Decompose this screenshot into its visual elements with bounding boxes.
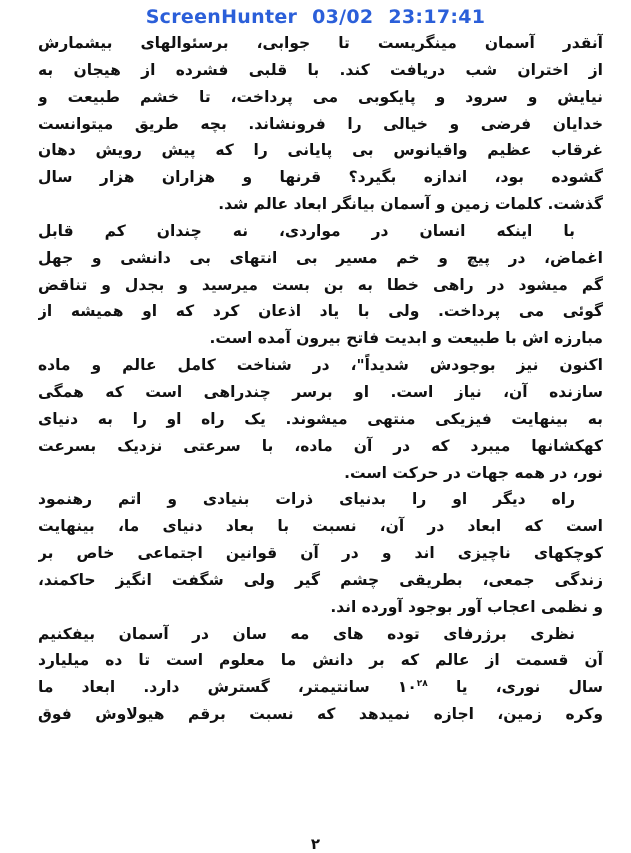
text-line: آن قسمت از عالم که بر دانش ما معلوم است تا ده میلیارد bbox=[38, 651, 603, 670]
text-line: و نظمی اعجاب آور بوجود آورده اند. bbox=[330, 597, 603, 616]
text-line: نور، در همه جهات در حرکت است. bbox=[344, 463, 603, 482]
text-line: کهکشانها میبرد که در آن ماده، با سرعتی نزدیک بسرعت bbox=[38, 436, 603, 455]
text-line: گوئی می پرداخت. ولی با یاد اذعان کرد که او همیشه از bbox=[38, 302, 603, 321]
text-line: است که ابعاد در آن، نسبت با بعاد دنیای ما، بینهایت bbox=[38, 517, 603, 536]
text-line: زندگی جمعی، بطریقی چشم گیر ولی شگفت انگیز حاکمند، bbox=[38, 570, 603, 589]
watermark-time: 23:17:41 bbox=[388, 6, 486, 28]
text-line: گشوده بود، اندازه بگیرد؟ قرنها و هزاران هزار سال bbox=[38, 168, 603, 187]
line-segment: سال نوری، یا ۱۰ bbox=[397, 678, 603, 697]
text-line: گذشت. کلمات زمین و آسمان بیانگر ابعاد عالم شد. bbox=[218, 195, 603, 214]
text-line-with-exponent bbox=[38, 674, 603, 701]
text-line: به بینهایت فیزیکی منتهی میشوند. یک راه او را به دنیای bbox=[38, 409, 603, 428]
line-segment-tail: سانتیمتر، گسترش دارد. ابعاد ما bbox=[38, 678, 398, 697]
text-line: گم میشود در راهی خطا به بن بست میرسید و بجدل و تناقض bbox=[38, 275, 603, 294]
text-line: راه دیگر او را بدنیای ذرات بنیادی و اتم رهنمود bbox=[38, 490, 575, 509]
text-line: خدایان فرضی و خیالی را فرونشاند. بچه طریق میتوانست bbox=[38, 114, 603, 133]
screenhunter-watermark bbox=[0, 6, 631, 28]
text-line: نظری برژرفای توده های مه سان در آسمان بیفکنیم bbox=[38, 624, 575, 643]
watermark-date: 03/02 bbox=[312, 6, 374, 28]
exponent: ۲۸ bbox=[416, 679, 428, 690]
text-line: سازنده آن، نیاز است. او برسر چندراهی است که همگی bbox=[38, 382, 603, 401]
text-line: با اینکه انسان در مواردی، نه چندان کم قابل bbox=[38, 221, 575, 240]
text-line: مبارزه اش با طبیعت و ابدیت فاتح بیرون آمده است. bbox=[209, 329, 603, 348]
book-page-text bbox=[38, 30, 603, 728]
text-line: کوچکهای ناچیزی اند و در آن قوانین اجتماعی خاص بر bbox=[38, 544, 603, 563]
text-line: اغماض، در پیچ و خم مسیر بی انتهای بی دانشی و جهل bbox=[38, 248, 603, 267]
page-number: ۲ bbox=[310, 835, 321, 853]
watermark-app: ScreenHunter bbox=[145, 6, 298, 28]
text-line: غرقاب عظیم واقیانوس بی پایانی را که پیش رویش دهان bbox=[38, 141, 603, 160]
text-line: آنقدر آسمان مینگریست تا جوابی، برسئوالهای بیشمارش bbox=[38, 34, 603, 52]
text-line: از اختران شب دریافت کند. با قلبی فشرده از هیجان به bbox=[38, 60, 603, 79]
text-line: وکره زمین، اجازه نمیدهد که نسبت برقم هیولاوش فوق bbox=[38, 705, 603, 724]
text-line: نیایش و سرود و پایکوبی می پرداخت، تا خشم طبیعت و bbox=[38, 87, 603, 106]
text-line: اکنون نیز بوجودش شدیداً"، در شناخت کامل عالم و ماده bbox=[38, 356, 603, 375]
